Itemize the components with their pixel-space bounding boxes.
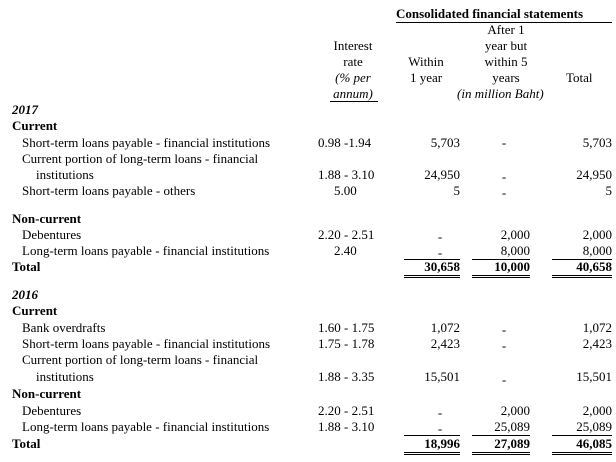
row-label: Long-term loans payable - financial institutions [22, 243, 270, 258]
interest-rate-header-underline [330, 101, 378, 102]
within1-cell: 24,950 [424, 167, 460, 182]
after1-cell: 2,000 [500, 227, 530, 242]
within1-cell: 2,423 [430, 336, 460, 351]
total-label-2017: Total [12, 259, 41, 274]
rate-cell: 5.00 [334, 183, 357, 198]
rate-cell: 1.88 - 3.10 [318, 419, 375, 434]
total-after1-2017: 10,000 [472, 259, 530, 278]
row-label: Current portion of long-term loans - financial [22, 352, 259, 367]
after1-cell: 2,000 [500, 403, 530, 418]
row-label: Long-term loans payable - financial institutions [22, 419, 270, 434]
total-cell: 8,000 [582, 243, 612, 258]
after-1-year-header-line4: years [492, 70, 520, 85]
rate-cell: 2.20 - 2.51 [318, 403, 375, 418]
row-label: Short-term loans payable - financial institutions [22, 336, 271, 351]
row-label-continued: institutions [36, 369, 94, 384]
row-label: Bank overdrafts [22, 320, 106, 335]
total-cell: 2,000 [582, 403, 612, 418]
within1-cell: - [437, 421, 443, 436]
after1-cell: - [501, 372, 507, 387]
row-label: Short-term loans payable - others [22, 183, 196, 198]
total-cell: 5 [605, 183, 612, 198]
interest-rate-header-line4: annum) [333, 86, 373, 101]
within-1-year-header [398, 54, 454, 86]
within-1-year-header-line2: 1 year [409, 70, 443, 85]
after1-cell: - [501, 169, 507, 184]
after1-cell: - [501, 338, 507, 353]
total-within1-2017: 30,658 [404, 259, 460, 278]
rate-cell: 1.75 - 1.78 [318, 336, 375, 351]
total-cell: 15,501 [576, 369, 612, 384]
total-after1-2016: 27,089 [472, 436, 530, 455]
within1-cell: - [437, 405, 443, 420]
total-cell: 2,423 [582, 336, 612, 351]
total-cell: 24,950 [576, 167, 612, 182]
rate-cell: 0.98 -1.94 [318, 135, 372, 150]
total-within1-2016: 18,996 [404, 436, 460, 455]
year-2017-heading: 2017 [12, 102, 38, 117]
interest-rate-header-line3: (% per [335, 70, 371, 85]
after1-cell: 8,000 [500, 243, 530, 258]
after1-cell: - [501, 322, 507, 337]
within1-cell: - [437, 245, 443, 260]
row-label-continued: institutions [36, 167, 94, 182]
after-1-year-header-line1: After 1 [487, 22, 525, 37]
rate-cell: 1.60 - 1.75 [318, 320, 375, 335]
within1-cell: 5,703 [430, 135, 460, 150]
total-cell: 25,089 [576, 419, 612, 434]
row-label: Current portion of long-term loans - financial [22, 151, 259, 166]
after-1-year-header-line2: year but [484, 38, 528, 53]
after1-cell: - [501, 185, 507, 200]
total-cell: 5,703 [582, 135, 612, 150]
unit-note: (in million Baht) [457, 86, 544, 101]
within1-cell: 15,501 [424, 369, 460, 384]
total-cell: 2,000 [582, 227, 612, 242]
section-title: Consolidated financial statements [396, 6, 584, 21]
after-1-year-header [464, 22, 548, 86]
rate-cell: 1.88 - 3.35 [318, 369, 375, 384]
row-label: Debentures [22, 227, 82, 242]
rate-cell: 2.20 - 2.51 [318, 227, 375, 242]
current-heading-2017: Current [12, 118, 58, 133]
interest-rate-header-line1: Interest [333, 38, 373, 53]
interest-rate-header-line2: rate [343, 54, 363, 69]
total-cell: 1,072 [582, 320, 612, 335]
total-header: Total [566, 70, 593, 85]
rate-cell: 1.88 - 3.10 [318, 167, 375, 182]
interest-rate-header [318, 38, 388, 102]
after-1-year-header-line3: within 5 [484, 54, 528, 69]
current-heading-2016: Current [12, 303, 58, 318]
total-total-2016: 46,085 [552, 436, 612, 455]
row-label: Debentures [22, 403, 82, 418]
within1-cell: 5 [453, 183, 460, 198]
after1-cell: - [501, 135, 507, 150]
noncurrent-heading-2017: Non-current [12, 211, 82, 226]
within1-cell: 1,072 [430, 320, 460, 335]
total-total-2017: 40,658 [552, 259, 612, 278]
year-2016-heading: 2016 [12, 287, 38, 302]
rate-cell: 2.40 [334, 243, 357, 258]
after1-cell: 25,089 [494, 419, 530, 434]
total-label-2016: Total [12, 436, 41, 451]
within-1-year-header-line1: Within [408, 54, 444, 69]
noncurrent-heading-2016: Non-current [12, 386, 82, 401]
within1-cell: - [437, 229, 443, 244]
row-label: Short-term loans payable - financial institutions [22, 135, 271, 150]
